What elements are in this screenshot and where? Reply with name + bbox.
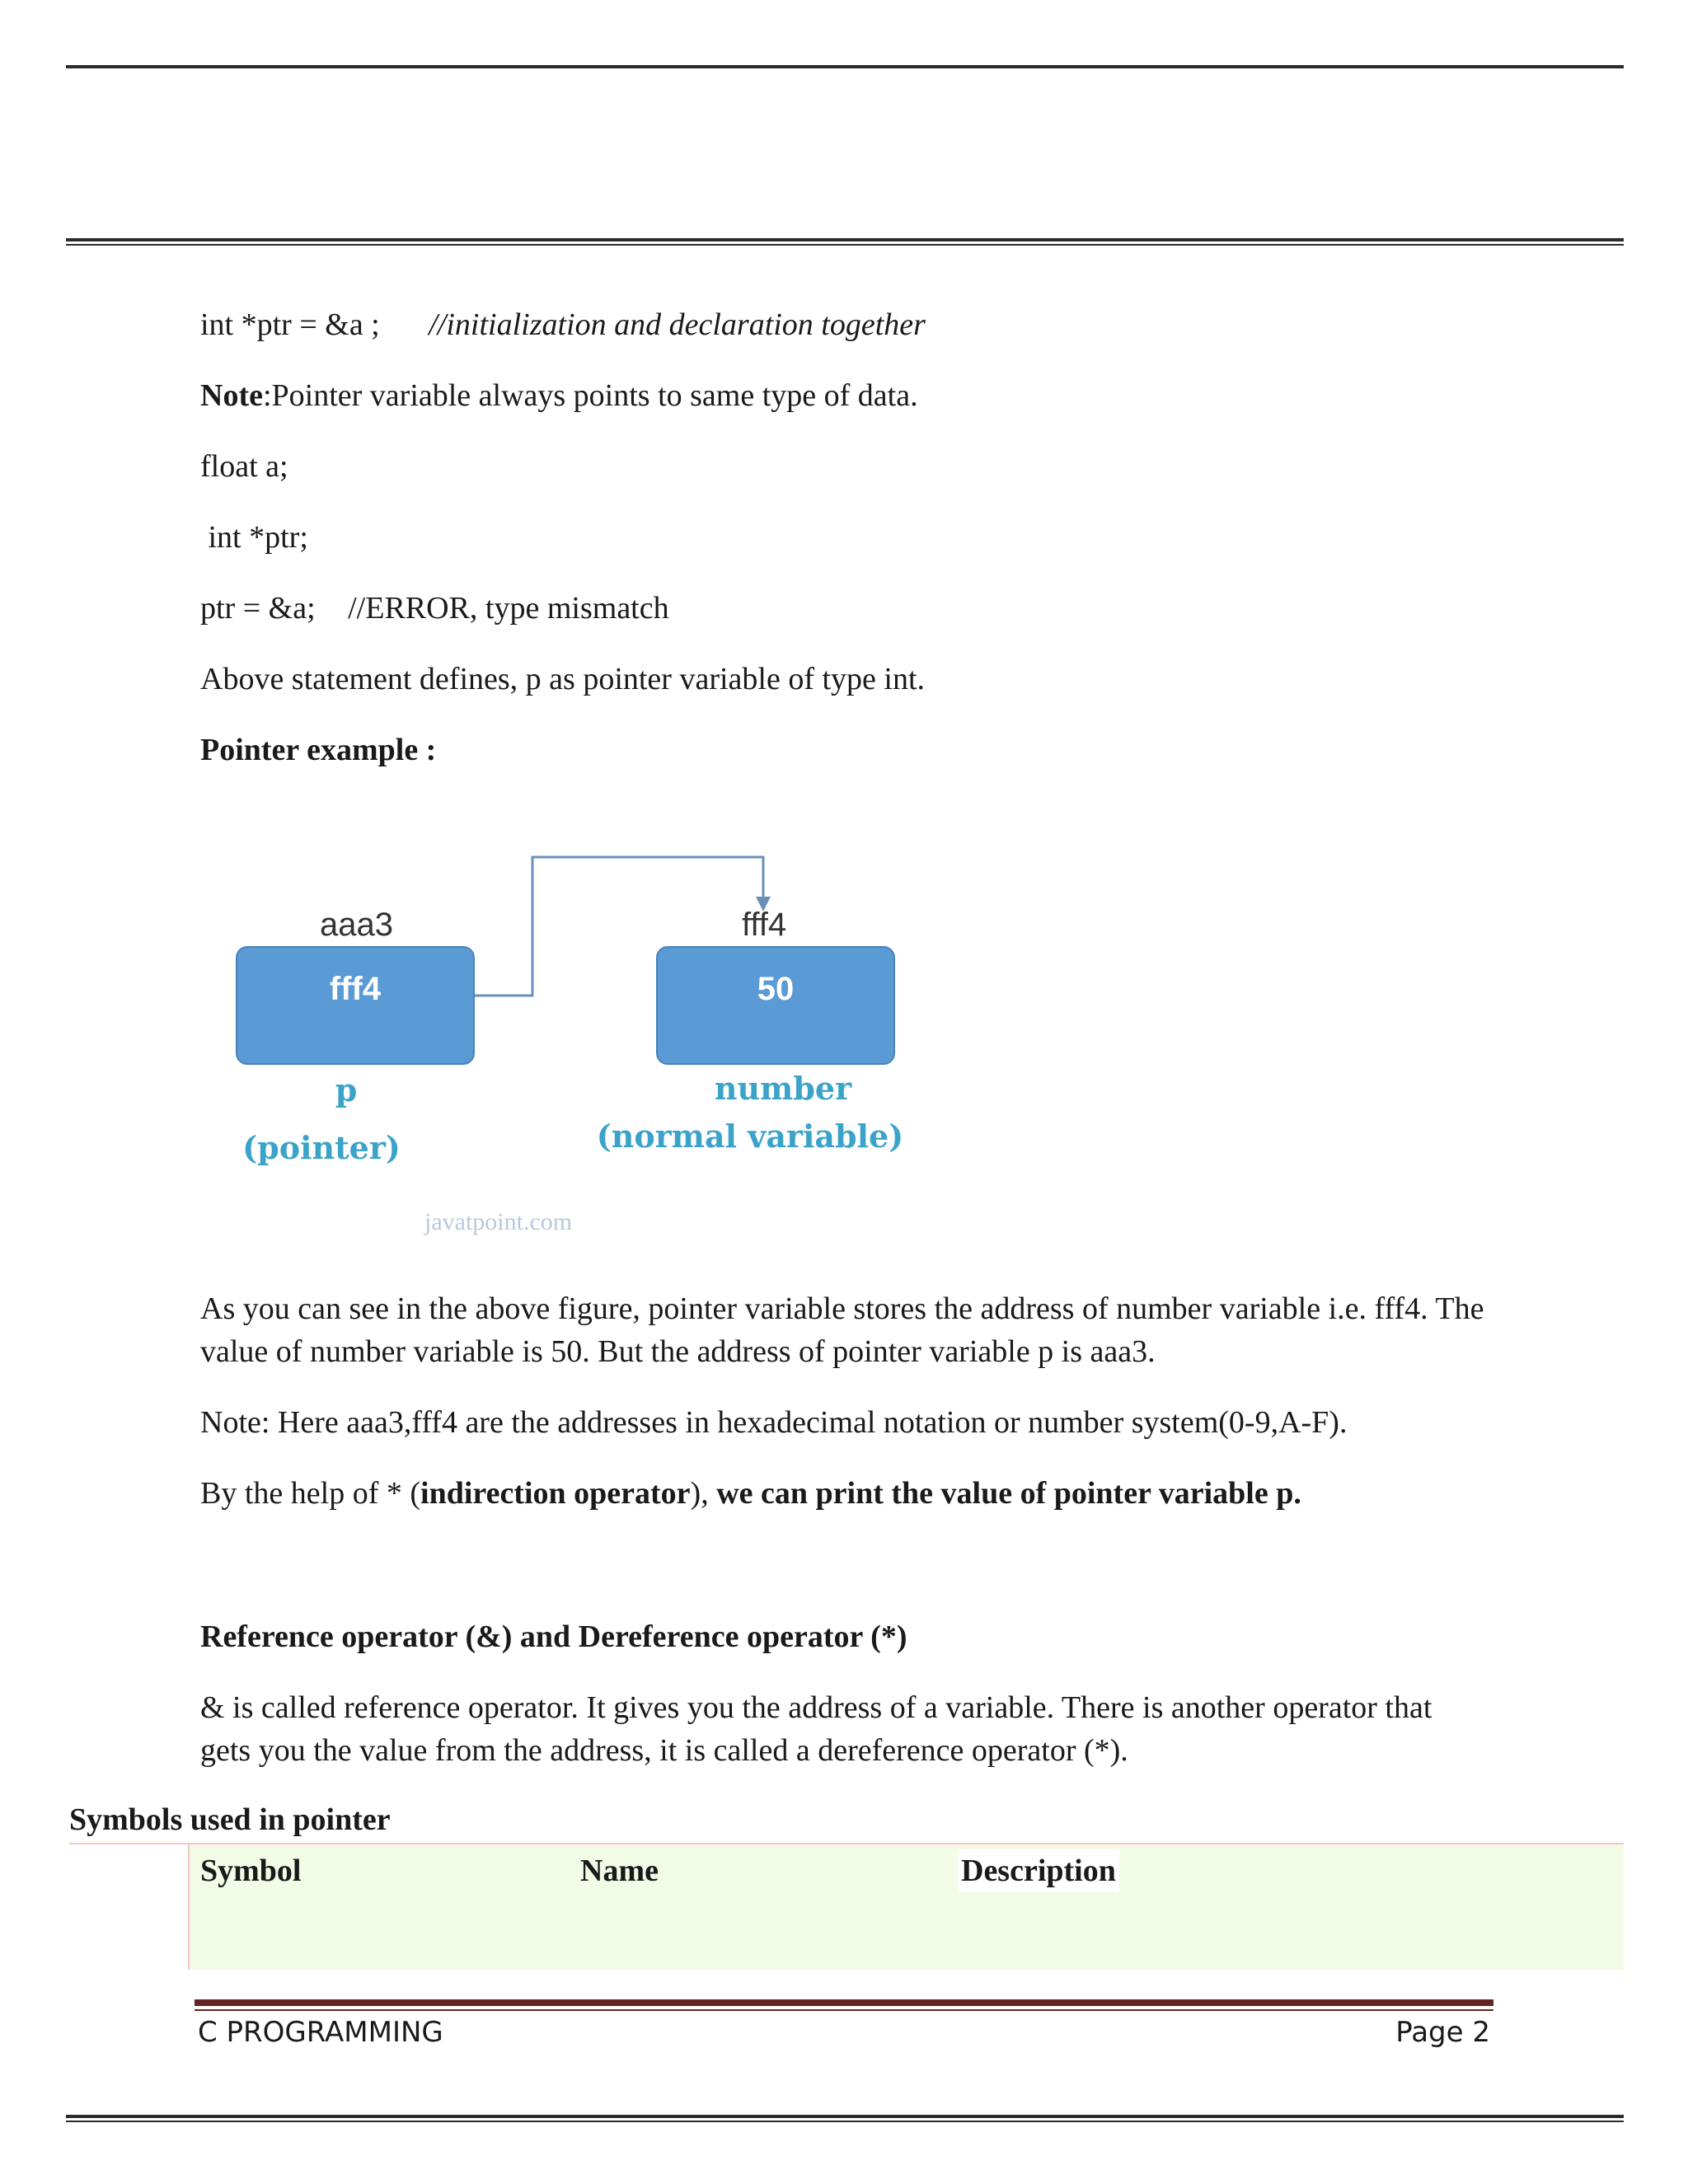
hex-note: Note: Here aaa3,fff4 are the addresses in hexadecimal notation or number system(0-9,A-F).	[200, 1405, 1348, 1440]
footer-bar	[195, 1999, 1493, 2006]
indirection-pre: By the help of * (	[200, 1476, 421, 1511]
number-box	[656, 946, 895, 1065]
init-comment: //initialization and declaration together	[429, 307, 926, 342]
reference-explanation: & is called reference operator. It gives you the address of a variable. There is another operator that gets you the value from the address, it is called a dereference operator (*).	[200, 1690, 1432, 1768]
footer-bar-thin	[195, 2009, 1493, 2011]
reference-heading: Reference operator (&) and Dereference operator (*)	[200, 1619, 907, 1654]
init-code: int *ptr = &a ;	[200, 307, 380, 342]
footer-rule-thin	[66, 2121, 1624, 2122]
pointer-desc: (pointer)	[242, 1129, 401, 1166]
figure-explanation: As you can see in the above figure, pointer variable stores the address of number variable i.e. fff4. The value of number variable is 50. But the address of pointer variable p is aaa3.	[200, 1291, 1484, 1369]
table-header-name: Name	[580, 1854, 659, 1888]
watermark: javatpoint.com	[424, 1208, 573, 1235]
header-rule-top	[66, 65, 1624, 68]
note-text: :Pointer variable always points to same type of data.	[262, 378, 918, 413]
ptr-assign-comment: //ERROR, type mismatch	[348, 591, 669, 626]
table-header-symbol: Symbol	[200, 1854, 302, 1888]
indirection-bold: indirection operator	[420, 1476, 691, 1511]
above-statement: Above statement defines, p as pointer variable of type int.	[200, 662, 926, 696]
table-header-description: Description	[958, 1849, 1119, 1892]
float-decl: float a;	[200, 449, 288, 484]
page-number: Page 2	[1395, 2016, 1490, 2049]
example-heading: Pointer example :	[200, 733, 437, 767]
indirection-mid: ),	[690, 1476, 717, 1511]
number-value: 50	[757, 970, 795, 1007]
init-line	[200, 303, 926, 346]
pointer-address: aaa3	[320, 907, 393, 943]
note-label: Note	[200, 378, 263, 413]
footer-title: C PROGRAMMING	[198, 2016, 443, 2049]
note-line	[200, 374, 918, 417]
header-rule-bottom	[66, 238, 1624, 241]
number-address: fff4	[742, 907, 787, 943]
int-decl: int *ptr;	[200, 520, 308, 555]
ptr-assign-code: ptr = &a;	[200, 591, 316, 626]
indirection-line	[200, 1472, 1301, 1515]
number-desc: (normal variable)	[596, 1118, 904, 1155]
symbols-table	[188, 1843, 1624, 1970]
header-rule-bottom-thin	[66, 244, 1624, 246]
indirection-tail: we can print the value of pointer variable p.	[716, 1476, 1301, 1511]
pointer-diagram	[223, 841, 931, 1253]
symbols-heading: Symbols used in pointer	[69, 1802, 391, 1837]
number-name: number	[714, 1070, 852, 1107]
ptr-assign-line	[200, 587, 669, 630]
footer-rule	[66, 2115, 1624, 2118]
pointer-value: fff4	[329, 970, 382, 1007]
pointer-name: p	[335, 1071, 358, 1108]
table-left-border	[69, 1843, 188, 1844]
pointer-box	[236, 946, 475, 1065]
